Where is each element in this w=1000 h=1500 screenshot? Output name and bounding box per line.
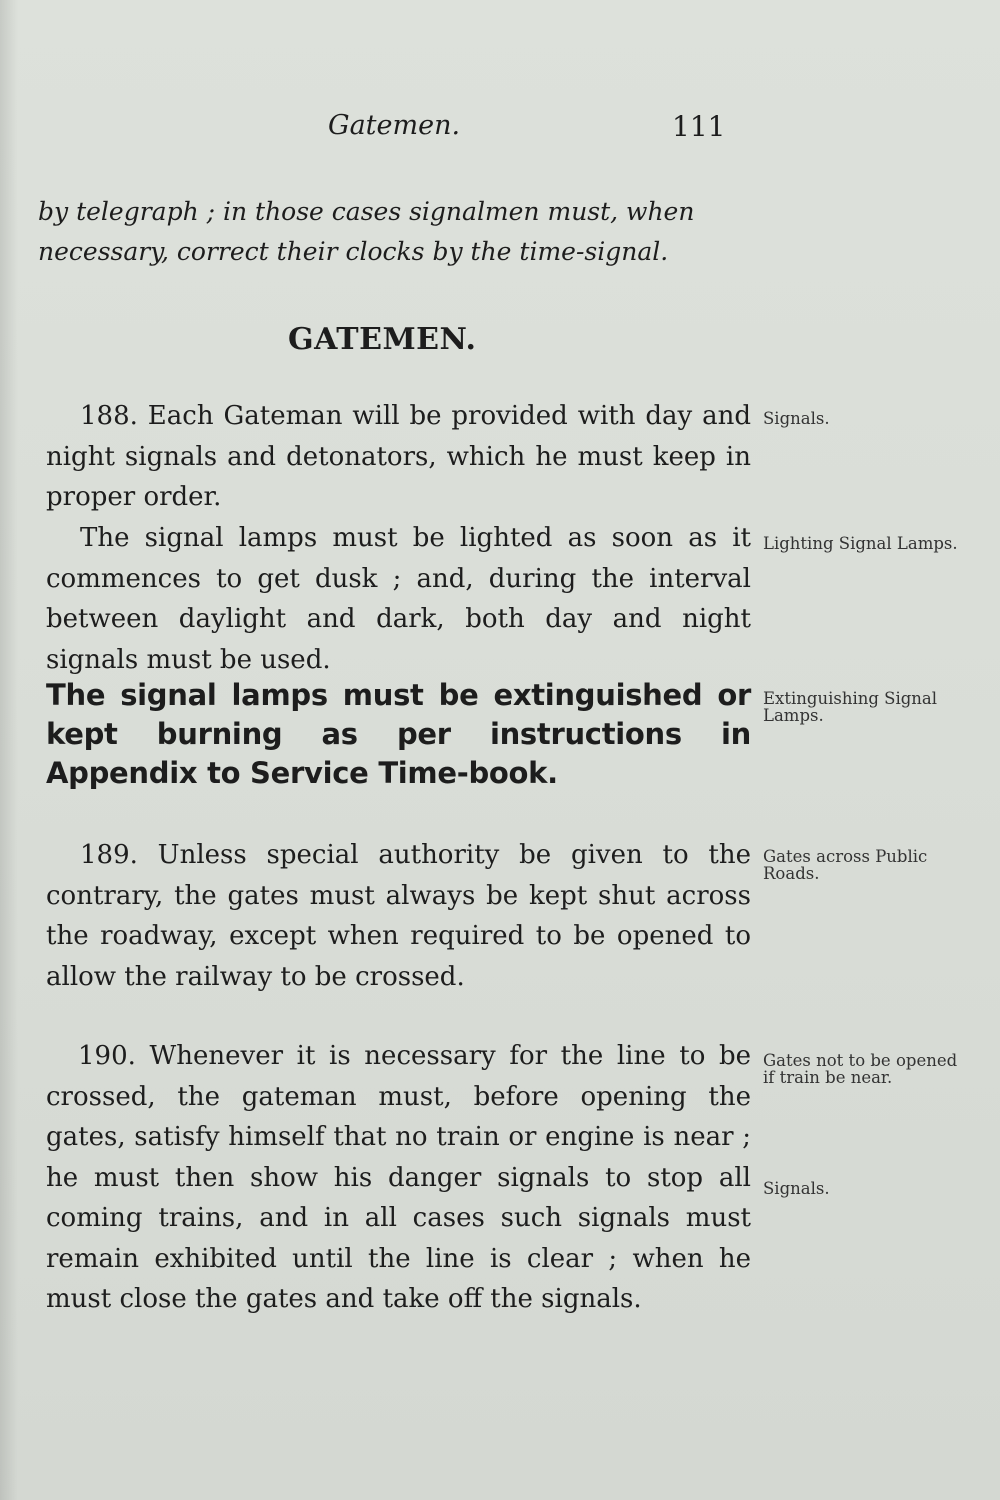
rule-189-paragraph: 189. Unless special authority be given to the contrary, the gates must always be kept shut across the roadway, except when required to be opened to allow the railway to be crossed. — [46, 840, 751, 992]
rule-188-lighting-paragraph: The signal lamps must be lighted as soon as it commences to get dusk ; and, during the interval between daylight and dark, both day and night signals must be used. — [46, 523, 751, 675]
margin-note-extinguishing: Extinguishing Signal Lamps. — [763, 689, 938, 725]
margin-note-signals: Signals. — [763, 409, 830, 428]
section-heading: GATEMEN. — [288, 322, 477, 357]
margin-note-lighting: Lighting Signal Lamps. — [763, 534, 958, 553]
margin-note-signals-2: Signals. — [763, 1179, 830, 1198]
running-header: Gatemen. — [328, 110, 461, 141]
rule-188-paragraph: 188. Each Gateman will be provided with day and night signals and detonators, which he must keep in proper order. — [46, 401, 751, 512]
rule-188-extinguish-paragraph: The signal lamps must be extinguished or kept burning as per instructions in Appendix to Service Time-book. — [46, 678, 751, 790]
page-number: 111 — [672, 110, 726, 143]
margin-note-gates-across: Gates across Public Roads. — [763, 847, 928, 883]
rule-190-paragraph: 190. Whenever it is necessary for the line to be crossed, the gateman must, before opening the gates, satisfy himself that no train or engine is near ; he must then show his danger signals to stop all coming trains, and in all cases such signals must remain exhibited until the line is clear ; when he must close the gates and take off the signals. — [46, 1041, 751, 1314]
margin-note-gates-not-opened: Gates not to be opened if train be near. — [763, 1051, 958, 1087]
intro-paragraph: by telegraph ; in those cases signalmen must, when necessary, correct their clocks by the time-signal. — [38, 197, 695, 266]
